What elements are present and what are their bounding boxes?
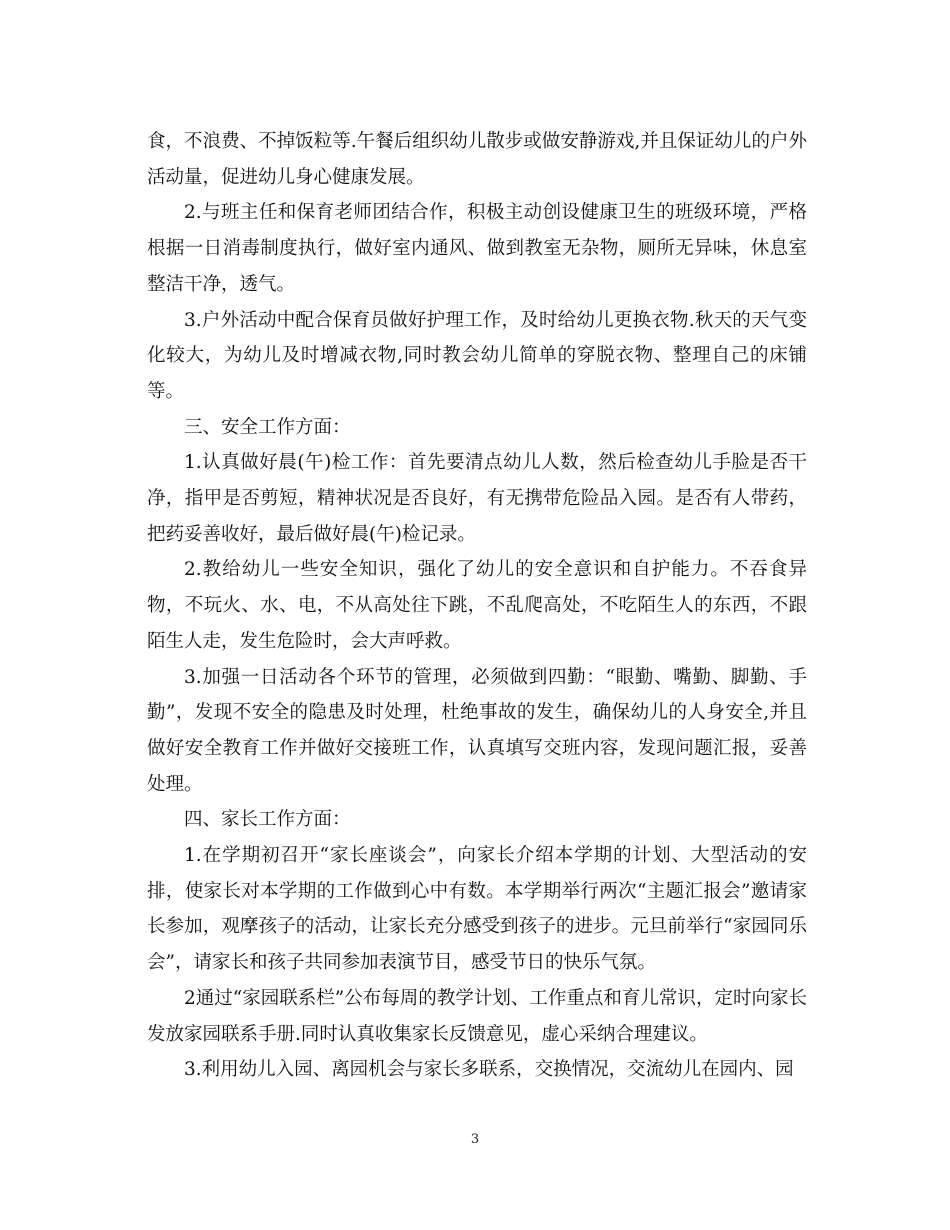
section-heading-safety: 三、安全工作方面：: [184, 416, 351, 438]
section-heading-parents: 四、家长工作方面：: [184, 809, 351, 831]
paragraph-3: 3.户外活动中配合保育员做好护理工作，及时给幼儿更换衣物.秋天的天气变化较大，为幼儿及时增减衣物,同时教会幼儿简单的穿脱衣物、整理自己的床铺等。: [147, 309, 807, 402]
paragraph-2: 2.与班主任和保育老师团结合作，积极主动创设健康卫生的班级环境，严格根据一日消毒制度执行，做好室内通风、做到教室无杂物，厕所无异味，休息室整洁干净，透气。: [147, 202, 807, 295]
paragraph-7: 3.加强一日活动各个环节的管理，必须做到四勤：“眼勤、嘴勤、脚勤、手勤”，发现不安全的隐患及时处理，杜绝事故的发生，确保幼儿的人身安全,并且做好安全教育工作并做好交接班工作，认真填写交班内容，发现问题汇报，妥善处理。: [147, 666, 807, 795]
paragraph-11: 3.利用幼儿入园、离园机会与家长多联系，交换情况，交流幼儿在园内、园: [184, 1059, 794, 1081]
paragraph-9: 1.在学期初召开“家长座谈会”，向家长介绍本学期的计划、大型活动的安排，使家长对本学期的工作做到心中有数。本学期举行两次“主题汇报会”邀请家长参加，观摩孩子的活动，让家长充分感受到孩子的进步。元旦前举行“家园同乐会”，请家长和孩子共同参加表演节目，感受节日的快乐气氛。: [147, 845, 807, 974]
paragraph-5: 1.认真做好晨(午)检工作：首先要清点幼儿人数，然后检查幼儿手脸是否干净，指甲是否剪短，精神状况是否良好，有无携带危险品入园。是否有人带药，把药妥善收好，最后做好晨(午)检记录。: [147, 452, 807, 545]
paragraph-6: 2.教给幼儿一些安全知识，强化了幼儿的安全意识和自护能力。不吞食异物，不玩火、水、电，不从高处往下跳，不乱爬高处，不吃陌生人的东西，不跟陌生人走，发生危险时，会大声呼救。: [147, 559, 807, 652]
paragraph-10: 2通过“家园联系栏”公布每周的教学计划、工作重点和育儿常识，定时向家长发放家园联系手册.同时认真收集家长反馈意见，虚心采纳合理建议。: [147, 987, 807, 1045]
paragraph-1: 食，不浪费、不掉饭粒等.午餐后组织幼儿散步或做安静游戏,并且保证幼儿的户外活动量，促进幼儿身心健康发展。: [147, 131, 807, 188]
document-body: [147, 124, 807, 1088]
page-number: 3: [470, 1132, 480, 1147]
